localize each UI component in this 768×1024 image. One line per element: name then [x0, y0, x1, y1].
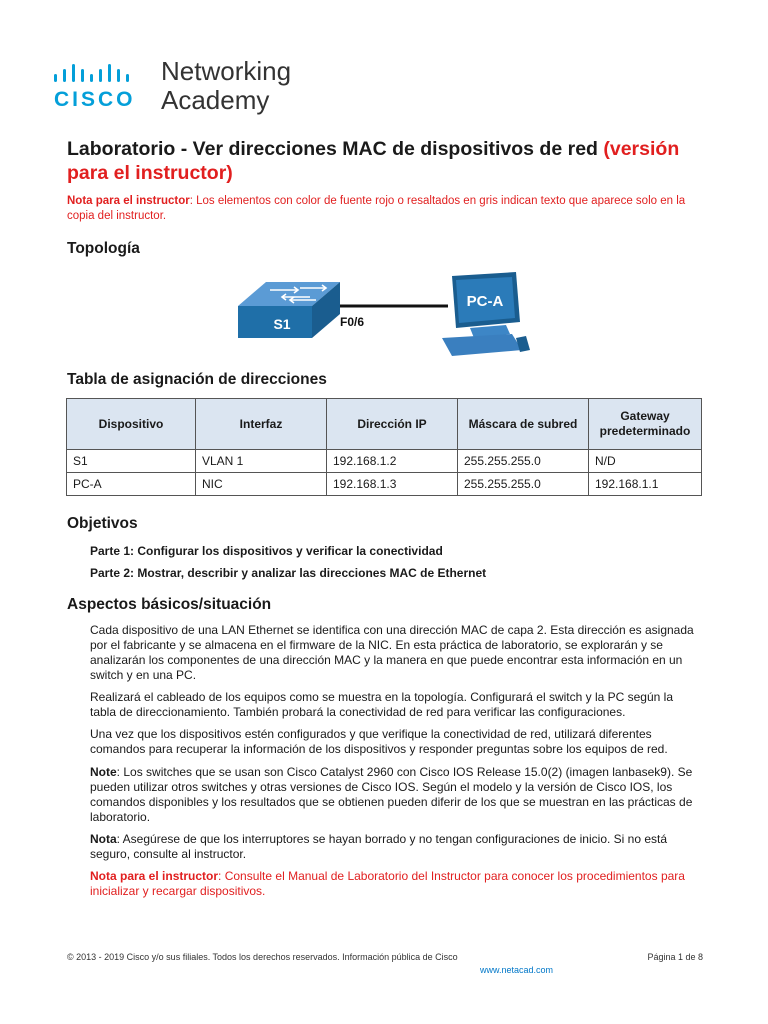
table-cell: PC-A: [67, 473, 196, 496]
instructor-reload-note-label: Nota para el instructor: [90, 869, 219, 883]
port-label: F0/6: [340, 315, 365, 329]
pc-icon: [442, 272, 530, 356]
background-paragraph-2: Realizará el cableado de los equipos como se muestra en la topología. Configurará el switch y la PC según la tabla de direccionamiento. También probará la conectividad de red para verificar las configuraciones.: [90, 690, 673, 719]
netacad-link[interactable]: www.netacad.com: [480, 965, 554, 975]
objective-item: Parte 2: Mostrar, describir y analizar las direcciones MAC de Ethernet: [90, 566, 487, 580]
switch-note: [90, 765, 702, 825]
column-header: Gateway predeterminado: [589, 399, 702, 450]
page-title: [67, 137, 717, 185]
page-footer: [67, 952, 703, 975]
table-row: [67, 450, 702, 473]
table-cell: 192.168.1.2: [327, 450, 458, 473]
topology-diagram: [230, 268, 550, 360]
title-main: Laboratorio - Ver direcciones MAC de dispositivos de red: [67, 138, 604, 160]
instructor-note-text: : Los elementos con color de fuente rojo o resaltados en gris indican texto que aparece solo en la copia del instructor.: [67, 195, 686, 222]
cisco-bars-icon: [52, 62, 152, 86]
erase-note: [90, 832, 702, 862]
instructor-note-label: Nota para el instructor: [67, 195, 190, 207]
instructor-reload-note: [90, 869, 702, 899]
table-cell: N/D: [589, 450, 702, 473]
table-cell: NIC: [196, 473, 327, 496]
background-paragraph-3: Una vez que los dispositivos estén configurados y que verifique la conectividad de red, utilizará diferentes comandos para recuperar la información de los dispositivos y responder preguntas sobre los equipos de red.: [90, 727, 668, 756]
switch-note-label: Note: [90, 765, 117, 779]
background-heading: Aspectos básicos/situación: [67, 596, 272, 613]
column-header: Interfaz: [196, 399, 327, 450]
objectives-heading: Objetivos: [67, 515, 138, 532]
table-cell: 255.255.255.0: [458, 473, 589, 496]
table-cell: 192.168.1.3: [327, 473, 458, 496]
switch-note-text: : Los switches que se usan son Cisco Catalyst 2960 con Cisco IOS Release 15.0(2) (imagen lanbasek9). Se pueden utilizar otros switches y otras versiones de Cisco IOS. Según el modelo y la versión de Cisco IOS, los comandos disponibles y los resultados que se obtienen pueden diferir de los que se muestran en las prácticas de laboratorio.: [90, 765, 693, 824]
topology-heading: Topología: [67, 240, 140, 257]
objective-item: Parte 1: Configurar los dispositivos y verificar la conectividad: [90, 544, 443, 558]
pc-label: PC-A: [466, 293, 504, 310]
logo-networking: Networking: [161, 56, 292, 86]
address-table: [66, 398, 702, 496]
background-paragraph-1: Cada dispositivo de una LAN Ethernet se identifica con una dirección MAC de capa 2. Esta dirección es asignada por el fabricante y se almacena en el firmware de la NIC. En esta práctica de laboratorio, se explorarán y se analizarán los componentes de una dirección MAC y la manera en que puede encontrar esta información en un switch y en una PC.: [90, 623, 694, 682]
erase-note-label: Nota: [90, 832, 117, 846]
address-table-heading: Tabla de asignación de direcciones: [67, 371, 327, 388]
table-row: [67, 473, 702, 496]
instructor-note: [67, 194, 707, 224]
table-cell: S1: [67, 450, 196, 473]
instructor-reload-note-text: : Consulte el Manual de Laboratorio del Instructor para conocer los procedimientos para inicializar y recargar dispositivos.: [90, 869, 685, 898]
footer-copyright: © 2013 - 2019 Cisco y/o sus filiales. Todos los derechos reservados. Información pública de Cisco: [67, 952, 458, 962]
cisco-wordmark: CISCO: [54, 88, 136, 111]
column-header: Dispositivo: [67, 399, 196, 450]
table-cell: 192.168.1.1: [589, 473, 702, 496]
column-header: Dirección IP: [327, 399, 458, 450]
table-cell: 255.255.255.0: [458, 450, 589, 473]
cisco-networking-academy-logo: [52, 56, 312, 116]
erase-note-text: : Asegúrese de que los interruptores se hayan borrado y no tengan configuraciones de inicio. Si no está seguro, consulte al instructor.: [90, 832, 668, 861]
title-instructor-version: (versión para el instructor): [67, 138, 680, 184]
logo-academy: Academy: [161, 85, 270, 115]
page-number: Página 1 de 8: [647, 952, 703, 962]
table-cell: VLAN 1: [196, 450, 327, 473]
table-header-row: [67, 399, 702, 450]
column-header: Máscara de subred: [458, 399, 589, 450]
switch-label: S1: [273, 316, 291, 332]
